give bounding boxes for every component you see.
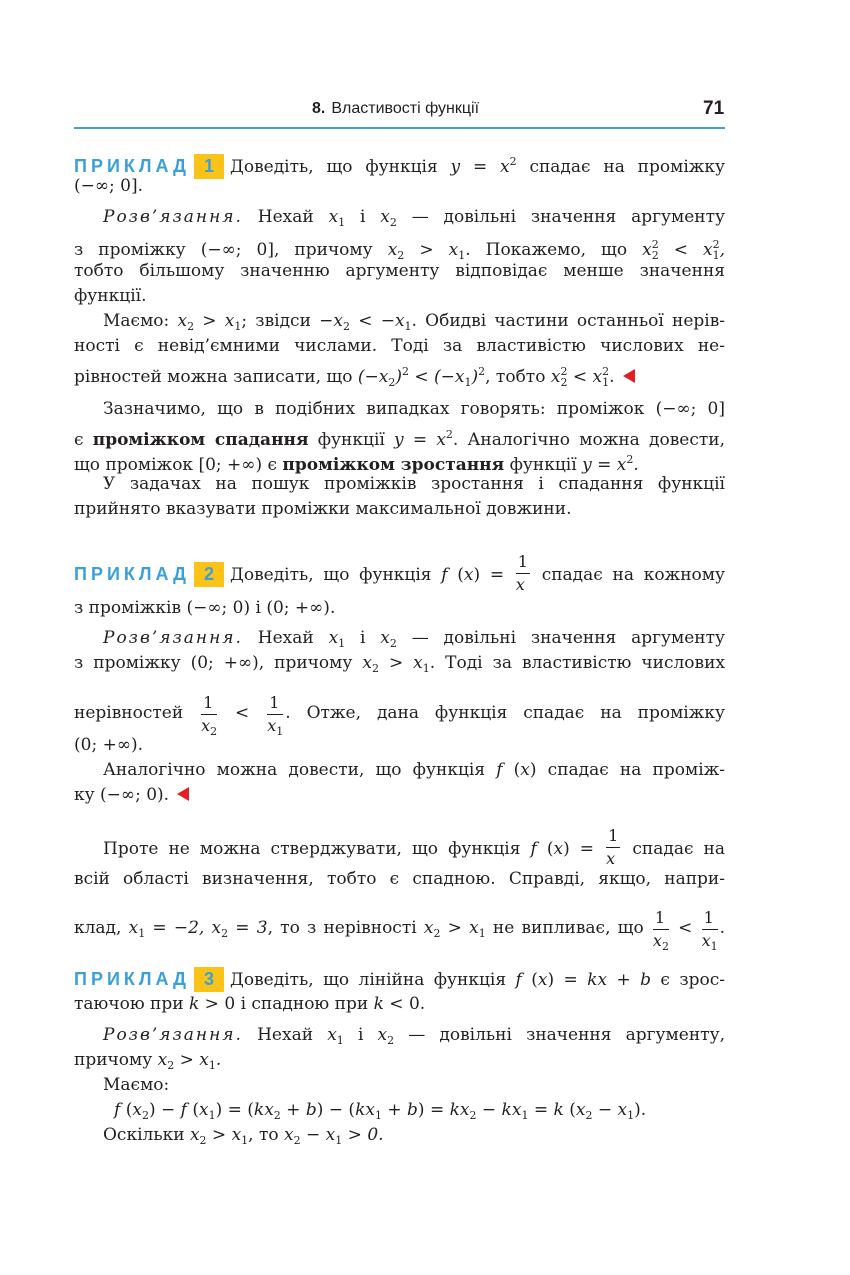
example-number-badge: 3	[194, 967, 224, 992]
example3-statement-line2: таючою при k > 0 і спадною при k < 0.	[74, 994, 426, 1014]
example2-solution-line4: (0; +∞).	[74, 735, 144, 755]
example1-solution-line4: функції.	[74, 286, 147, 306]
example-label: ПРИКЛАД	[74, 564, 190, 584]
section-title-text: Властивості функції	[331, 100, 480, 117]
example2-solution-line1: Розв’язання. Нехай $x_1$ і $x_2$ — довільні значення аргументу	[103, 628, 726, 650]
note1-line4: У задачах на пошук проміжків зростання і спадання функції	[103, 474, 725, 494]
example1-solution-line5: Маємо: $x_2 > x_1$; звідси $-x_2 < -x_1$. Обидві частини останньої нерів-	[103, 311, 726, 333]
example3-statement: ПРИКЛАД 3 Доведіть, що лінійна функція f (x) = kx + b є зрос-	[74, 969, 726, 990]
example2-solution-line2: з проміжку (0; +∞), причому $x_2 > x_1$. Тоді за властивістю числових	[74, 653, 726, 675]
proof-end-triangle-icon	[623, 369, 635, 383]
note2-line2: всій області визначення, тобто є спадною. Справді, якщо, напри-	[74, 869, 725, 889]
example2-solution-line5: Аналогічно можна довести, що функція f (x) спадає на проміж-	[103, 760, 726, 780]
example-number-badge: 1	[194, 154, 224, 179]
example2-solution-line6: ку (−∞; 0).	[74, 783, 725, 808]
header-divider	[74, 127, 725, 129]
page-number: 71	[703, 98, 725, 119]
example1-solution-line2: з проміжку (−∞; 0], причому $x_2 > x_1$. Покажемо, що $x^2_2 < x^2_1$,	[74, 238, 726, 262]
example3-solution-line1: Розв’язання. Нехай $x_1$ і $x_2$ — довільні значення аргументу,	[103, 1025, 725, 1047]
example2-statement: ПРИКЛАД 2 Доведіть, що функція f (x) = $\frac{1}{x}$ спадає на кожному	[74, 552, 725, 594]
note1-line5: прийнято вказувати проміжки максимальної довжини.	[74, 499, 572, 519]
section-title	[312, 100, 479, 118]
example-label: ПРИКЛАД	[74, 969, 190, 989]
example3-solution-line2: причому $x_2 > x_1$.	[74, 1050, 222, 1072]
example3-solution-line3: Маємо:	[103, 1075, 170, 1095]
example1-solution-line7: рівностей можна записати, що $(-x_2)^2 < (-x_1)^2$, тобто $x^2_2 < x^2_1$.	[74, 359, 725, 395]
example-label: ПРИКЛАД	[74, 156, 190, 176]
note1-line2: є проміжком спадання функції $y = x^2$. Аналогічно можна довести,	[74, 428, 726, 450]
example3-solution-formula: f $(x_2) - f$ $(x_1) = (kx_2 + b) - (kx_1 + b) = kx_2 - kx_1 = k$ $(x_2 - x_1)$.	[114, 1100, 647, 1122]
running-header	[0, 100, 850, 124]
example1-solution-line6: ності є невід’ємними числами. Тоді за властивістю числових не-	[74, 336, 725, 356]
section-number: 8.	[312, 100, 326, 117]
example1-statement: ПРИКЛАД 1 Доведіть, що функція $y = x^2$ спадає на проміжку	[74, 155, 726, 177]
note2-line3: клад, $x_1 = -2$, $x_2 = 3$, то з нерівності $x_2 > x_1$ не випливає, що $\frac{1}{x_2}$ < $\frac{1}{x_1}$ .	[74, 908, 726, 953]
note2-line1: Проте не можна стверджувати, що функція f (x) = $\frac{1}{x}$ спадає на	[103, 826, 725, 868]
note1-line1: Зазначимо, що в подібних випадках говорять: проміжок (−∞; 0]	[103, 399, 725, 419]
example2-statement-line2: з проміжків (−∞; 0) і (0; +∞).	[74, 598, 336, 618]
example1-statement-line2: (−∞; 0].	[74, 176, 144, 196]
note1-line3: що проміжок [0; +∞) є проміжком зростання функції $y = x^2$.	[74, 453, 639, 475]
example2-solution-line3: нерівностей $\frac{1}{x_2}$ < $\frac{1}{x_1}$ . Отже, дана функція спадає на проміжку	[74, 693, 725, 738]
example3-solution-line5: Оскільки $x_2 > x_1$, то $x_2 - x_1 > 0$.	[103, 1125, 384, 1147]
proof-end-triangle-icon	[177, 787, 189, 801]
example-number-badge: 2	[194, 562, 224, 587]
example1-solution-line1: Розв’язання. Нехай $x_1$ і $x_2$ — довільні значення аргументу	[103, 207, 726, 229]
example1-solution-line3: тобто більшому значенню аргументу відповідає менше значення	[74, 261, 725, 281]
